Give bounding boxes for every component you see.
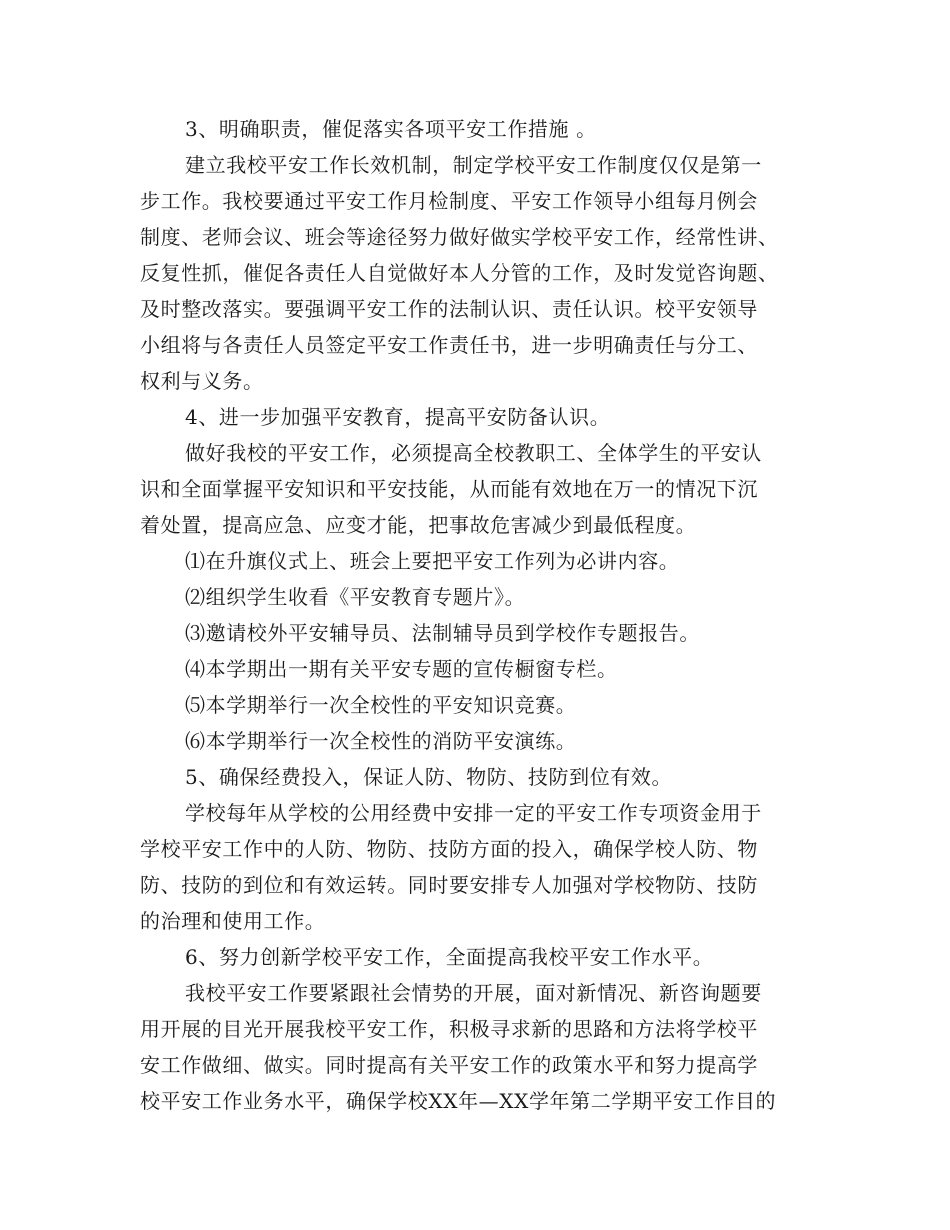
section-heading-6: 6、努力创新学校平安工作，全面提高我校平安工作水平。 — [185, 945, 714, 969]
paragraph-line: 学校平安工作中的人防、物防、技防方面的投入，确保学校人防、物 — [140, 837, 758, 861]
paragraph-line: 做好我校的平安工作，必须提高全校教职工、全体学生的平安认 — [185, 441, 762, 465]
paragraph-line: 建立我校平安工作长效机制，制定学校平安工作制度仅仅是第一 — [185, 153, 762, 177]
list-item: ⑹本学期举行一次全校性的消防平安演练。 — [185, 729, 577, 753]
paragraph-line: 制度、老师会议、班会等途径努力做好做实学校平安工作，经常性讲、 — [140, 225, 779, 249]
paragraph-line: 校平安工作业务水平，确保学校XX年—XX学年第二学期平安工作目的 — [140, 1089, 777, 1113]
paragraph-line: 步工作。我校要通过平安工作月检制度、平安工作领导小组每月例会 — [140, 189, 758, 213]
list-item: ⑷本学期出一期有关平安专题的宣传橱窗专栏。 — [185, 657, 618, 681]
list-item: ⑵组织学生收看《平安教育专题片》。 — [185, 585, 526, 609]
paragraph-line: 反复性抓，催促各责任人自觉做好本人分管的工作，及时发觉咨询题、 — [140, 261, 779, 285]
paragraph-line: 权利与义务。 — [140, 369, 264, 393]
paragraph-line: 识和全面掌握平安知识和平安技能，从而能有效地在万一的情况下沉 — [140, 477, 758, 501]
paragraph-line: 用开展的目光开展我校平安工作，积极寻求新的思路和方法将学校平 — [140, 1017, 758, 1041]
list-item: ⑶邀请校外平安辅导员、法制辅导员到学校作专题报告。 — [185, 621, 700, 645]
paragraph-line: 防、技防的到位和有效运转。同时要安排专人加强对学校物防、技防 — [140, 873, 758, 897]
paragraph-line: 着处置，提高应急、应变才能，把事故危害减少到最低程度。 — [140, 513, 697, 537]
paragraph-line: 我校平安工作要紧跟社会情势的开展，面对新情况、新咨询题要 — [185, 981, 762, 1005]
paragraph-line: 小组将与各责任人员签定平安工作责任书，进一步明确责任与分工、 — [140, 333, 758, 357]
section-heading-4: 4、进一步加强平安教育，提高平安防备认识。 — [185, 405, 611, 429]
list-item: ⑴在升旗仪式上、班会上要把平安工作列为必讲内容。 — [185, 549, 680, 573]
paragraph-line: 及时整改落实。要强调平安工作的法制认识、责任认识。校平安领导 — [140, 297, 758, 321]
paragraph-line: 安工作做细、做实。同时提高有关平安工作的政策水平和努力提高学 — [140, 1053, 758, 1077]
paragraph-line: 学校每年从学校的公用经费中安排一定的平安工作专项资金用于 — [185, 801, 762, 825]
section-heading-5: 5、确保经费投入，保证人防、物防、技防到位有效。 — [185, 765, 673, 789]
paragraph-line: 的治理和使用工作。 — [140, 909, 326, 933]
section-heading-3: 3、明确职责，催促落实各项平安工作措施 。 — [185, 117, 597, 141]
list-item: ⑸本学期举行一次全校性的平安知识竞赛。 — [185, 693, 577, 717]
